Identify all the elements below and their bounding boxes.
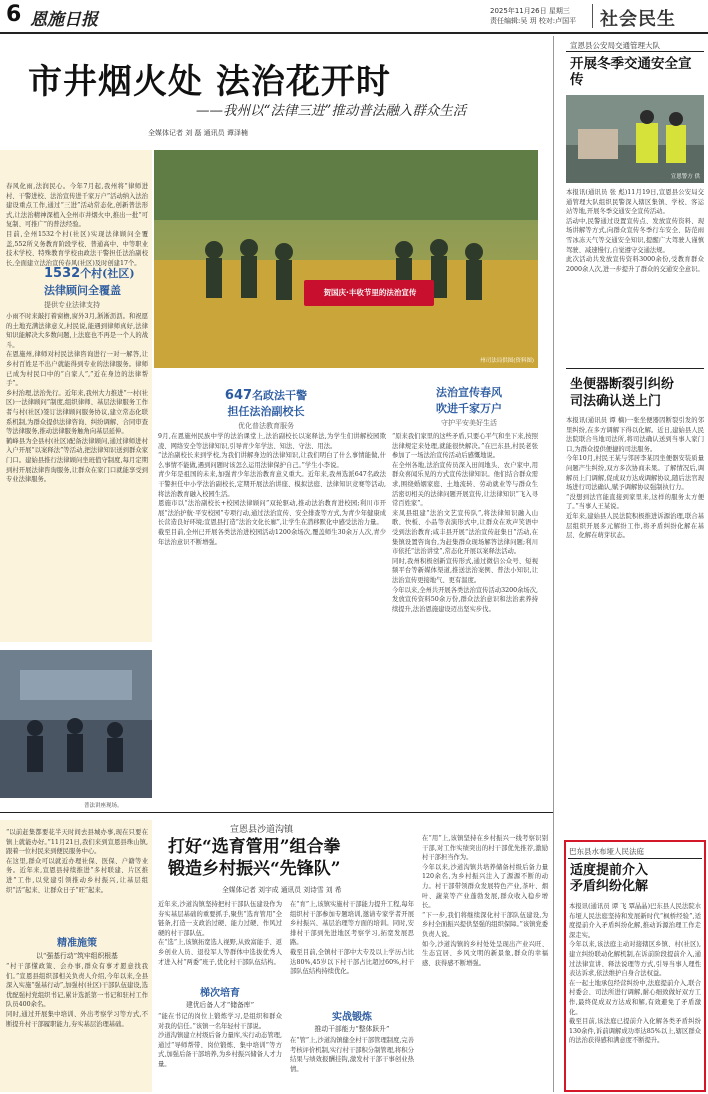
right-mid-body: 本报讯(通讯员 谭 楠)一张坐便器因断裂引发的邻里纠纷,在多方调解下得以化解。近日,建始县人民法院联合当地司法所,将司法确认送到当事人家门口,为群众提供便捷的司法服务。 今年10月,村民王某与邻居李某因坐便器安装质量问题产生纠纷,双方多次协商未果。了解情况后,调解员上门调解,促成双方达成调解协议,随后法官现场进行司法确认,赋予调解协议强制执行力。 “没想到法官能直接到家里来,这样的服务太方便了。”当事人王某说。 近年来,建始县人民法院积极推进诉源治理,联合基层组织开展多元解纷工作,将矛盾纠纷化解在基层、化解在萌芽状态。 — [566, 417, 704, 540]
section-name: 社会民生 — [600, 9, 676, 30]
col1-photo-caption: 普法讲座现场。 — [84, 803, 123, 809]
col2-heading-number: 647 — [224, 388, 253, 403]
bottom-col1-head-title: 梯次培育 — [200, 988, 240, 999]
traffic-police-photo — [566, 95, 704, 183]
column-separator — [553, 36, 554, 1092]
bottom-col1-head-sub: 建优后备人才“储备库” — [185, 1001, 255, 1009]
right-top-title: 开展冬季交通安全宣传 — [570, 56, 692, 88]
lead-intro: 春风化雨,法润民心。今年7月起,我州将“律师进村、干警进校、法治宣传进千家万户”活动纳入法治建设重点工作,通过“三进”活动常态化,创新普法形式,让法治精神深植入全州市井烟火中,推出一批“可复制、可推广”的普法经验。 目前,全州1532个村(社区)实现法律顾问全覆盖,552所义务教育阶段学校、普通高中、中等职业技术学校、特殊教育学校由政法干警担任法治副校长,全面建立法治宣传春风(社区)及时创建17个。 — [6, 183, 148, 267]
bottom-col1-head — [158, 984, 282, 1009]
col2-heading-line2: 担任法治副校长 — [227, 405, 305, 418]
lead-title: 市井烟火处 法治花开时 — [28, 62, 391, 102]
col1-heading-number: 1532 — [44, 266, 81, 281]
lead-photo — [154, 150, 538, 368]
col1-photo — [0, 650, 152, 798]
right-mid-rule — [566, 368, 704, 369]
page-number: 6 — [6, 2, 22, 27]
col2-heading-sub: 优化普法教育服务 — [238, 422, 294, 430]
bottom-left-body: “村干部懂政策、会办事,群众有事才愿意找我们。”宣恩县组织部相关负责人介绍,今年以来,全县深入实施“强基行动”,加强村(社区)干部队伍建设,选优配强村党组织书记,累计选派第一书记和驻村工作队员400余名。 同时,通过开展集中培训、外出考察学习等方式,不断提升村干部履职能力,夯实基层治理基础。 — [6, 963, 148, 1028]
box-rule — [568, 858, 702, 859]
right-top-body: 本报讯(通讯员 张 彪)11月19日,宣恩县公安局交通管理大队组织民警深入辖区集镇、学校、客运站等地,开展冬季交通安全宣传活动。 活动中,民警通过设置宣传点、发放宣传资料、现场讲解等方式,向群众宣传冬季行车安全、防范雨雪冰冻天气等交通安全知识,提醒广大驾驶人谨慎驾驶、减速慢行,自觉遵守交通法规。 此次活动共发放宣传资料3000余份,受教育群众2000余人次,进一步提升了群众的交通安全意识。 — [566, 189, 704, 273]
bottom-col3-body: 在“用”上,该镇坚持在乡村振兴一线考察识别干部,对工作实绩突出的村干部优先推荐,激励村干部担当作为。 今年以来,沙道沟镇共培养储备村级后备力量120余名,为乡村振兴注入了源源不断的动力。村干部带领群众发展特色产业,茶叶、烟叶、蔬菜等产业蓬勃发展,群众收入稳步增长。 “下一步,我们将继续深化村干部队伍建设,为乡村全面振兴提供坚强的组织保障。”该镇党委负责人说。 如今,沙道沟镇的乡村处处呈现出产业兴旺、生态宜居、乡风文明的新景象,群众的幸福感、获得感不断增强。 — [422, 835, 548, 967]
header-rule — [0, 32, 708, 34]
col1-heading-sub: 提供专业法律支持 — [44, 301, 100, 309]
col2-body: 9月,在恩施州民族中学的法治课堂上,法治副校长以案释法,为学生们讲解校园欺凌、网络安全等法律知识,引导青少年学法、知法、守法、用法。 “法治副校长来到学校,为我们讲解身边的法律知识,让我们明白了什么事情能做,什么事情不能做,遇到问题时该怎么运用法律保护自己。”学生小李说。 青少年是祖国的未来,加强青少年法治教育意义重大。近年来,我州选派647名政法干警担任中小学法治副校长,定期开展法治讲座、模拟法庭、法律知识竞赛等活动,将法治教育融入校园生活。 恩施市以“法治副校长+校园法律顾问”双轮驱动,推动法治教育进校园;利川市开展“法治护航·平安校园”专项行动,通过法治宣传、安全排查等方式,为青少年健康成长营造良好环境;宣恩县打造“法治文化长廊”,让学生在潜移默化中感受法治力量。 截至目前,全州已开展各类法治进校园活动1200余场次,覆盖师生30余万人次,青少年法治意识不断增强。 — [158, 433, 386, 546]
right-top-rule — [566, 51, 704, 52]
lead-subtitle: ——我州以“法律三进”推动普法融入群众生活 — [196, 103, 467, 119]
paper-name: 恩施日报 — [30, 10, 98, 30]
header-divider — [592, 4, 593, 28]
date-line: 2025年11月26日 星期三 — [490, 7, 570, 15]
col2-heading-rest: 名政法干警 — [252, 389, 308, 402]
editor-line: 责任编辑:吴 玥 校对:卢国平 — [490, 17, 577, 25]
bottom-left-head — [6, 934, 148, 960]
col3-heading-line2: 吹进千家万户 — [436, 402, 502, 415]
lecture-photo — [0, 650, 152, 798]
col1-heading-rest: 个村(社区) — [80, 267, 135, 280]
bottom-left-head-title: 精准施策 — [57, 938, 97, 949]
bottom-band-rule — [0, 812, 553, 813]
bottom-col1-body2: “能在书记的岗位上锻炼学习,是组织和群众对我的信任。”该镇一名年轻村干部说。 沙道沟镇建立村级后备力量库,实行动态管理,通过“导师帮带、岗位锻炼、集中培训”等方式,加强后备干部培养,为乡村振兴储备人才力量。 — [158, 1013, 282, 1068]
col1-heading — [44, 262, 154, 310]
right-top-photo — [566, 95, 704, 183]
col3-heading-line1: 法治宣传春风 — [436, 386, 502, 399]
bottom-story-title: 打好“选育管用”组合拳 锻造乡村振兴“先锋队” — [168, 837, 341, 879]
bottom-left-head-sub: 以“强基行动”筑牢组织根基 — [36, 952, 118, 960]
col1-heading-line2: 法律顾问全覆盖 — [44, 284, 121, 297]
right-top-label: 宣恩县公安局交通管理大队 — [570, 41, 660, 50]
page-header — [0, 0, 708, 34]
box-title: 适度提前介入 矛盾纠纷化解 — [570, 863, 649, 894]
col3-heading-sub: 守护平安美好生活 — [441, 419, 497, 427]
lead-byline: 全媒体记者 刘 磊 通讯员 谭泽楠 — [148, 129, 248, 137]
bottom-col2-head-title: 实战锻炼 — [332, 1012, 372, 1023]
harvest-field-photo — [154, 150, 538, 368]
col2-heading — [196, 384, 336, 431]
bottom-col2-head-sub: 推动干部能力“整体跃升” — [314, 1025, 390, 1033]
right-mid-title: 坐便器断裂引纠纷 司法确认送上门 — [570, 377, 675, 409]
bottom-col2-body2: 在“管”上,沙道沟镇健全村干部管理制度,完善考核评价机制,实行村干部积分制管理,将积分结果与绩效报酬挂钩,激发村干部干事创业热情。 — [290, 1037, 414, 1073]
col3-heading — [400, 384, 538, 428]
lead-photo-banner: 贺国庆·丰收节里的法治宣传 — [323, 288, 417, 297]
col1-body: 小雨不时来敲打着窗檐,窗外3月,淅淅沥沥。和祝愿的土地充满法律意义,村民说,能遇到律师真好,法律知识能解决大多数问题,上法庭也不再是一个人的战斗。 在恩施州,律师对村民法律咨询进行一对一解答,让乡村百姓足不出户就能得到专业的法律服务。律师已成为村民口中的“自家人”,“近在身边的法律帮手”。 乡村治理,法治先行。近年来,我州大力推进“一村(社区)一法律顾问”制度,组织律师、基层法律服务工作者与村(社区)签订法律顾问服务协议,建立常态化联系机制,为群众提供法律咨询、纠纷调解、合同审查等法律服务,推动法律服务触角向基层延伸。 鹤峰县为全县村(社区)配备法律顾问,通过律师进村入户开展“以案释法”等活动,把法律知识送到群众家门口。建始县推行法律顾问坐班值守制度,每月定期到村开展法律咨询服务,让群众在家门口就能享受到专业法律服务。 — [6, 313, 148, 484]
box-body: 本报讯(通讯员 谭 飞 覃晶晶)巴东县人民法院水布垭人民法庭坚持和发展新时代“枫桥经验”,适度提前介入矛盾纠纷化解,推动诉源治理工作走深走实。 今年以来,该法庭主动对接辖区乡镇、村(社区),建立纠纷联动化解机制,在诉前阶段提前介入,通过法律宣讲、释法说理等方式,引导当事人理性表达诉求,依法维护自身合法权益。 在一起土地承包经营纠纷中,法庭提前介入,联合村委会、司法所进行调解,耐心细致做好双方工作,最终促成双方达成和解,有效避免了矛盾激化。 截至目前,该法庭已提前介入化解各类矛盾纠纷130余件,诉前调解成功率达85%以上,辖区群众的法治获得感和满意度不断提升。 — [569, 903, 701, 1045]
box-label: 巴东县水布垭人民法庭 — [569, 847, 644, 856]
lead-photo-caption: 州司法局供图(资料图) — [480, 358, 534, 364]
bottom-col2-body: 在“育”上,该镇实施村干部能力提升工程,每年组织村干部参加专题培训,邀请专家学者开展乡村振兴、基层治理等方面的培训。同时,安排村干部到先进地区考察学习,拓宽发展思路。 截至目前,全镇村干部中大专及以上学历占比达80%,45岁以下村干部占比超过60%,村干部队伍结构持续优化。 — [290, 901, 414, 976]
col3-body: “原来我们家里的这些矛盾,只要心平气和坐下来,按照法律规定来处理,就能很快解决。”在巴东县,村民老张参加了一场法治宣传活动后感慨地说。 在全州各地,法治宣传员深入田间地头、农户家中,用群众喜闻乐见的方式宣传法律知识。他们结合群众需求,围绕婚姻家庭、土地流转、劳动就业等与群众生活密切相关的法律问题开展宣传,让法律知识“飞入寻常百姓家”。 来凤县组建“法治文艺宣传队”,将法律知识融入山歌、快板、小品等表演形式中,让群众在欢声笑语中受到法治教育;咸丰县开展“法治宣传赶集日”活动,在集镇设置咨询台,为赶集群众现场解答法律问题;利川市依托“法治讲堂”,常态化开展以案释法活动。 同时,我州积极创新宣传形式,通过微信公众号、短视频平台等新媒体渠道,推送法治案例、普法小知识,让法治宣传更接地气、更有温度。 今年以来,全州共开展各类法治宣传活动3200余场次,发放宣传资料50余万份,群众法治意识和法治素养持续提升,法治恩施建设迈出坚实步伐。 — [392, 433, 538, 613]
bottom-story-label: 宣恩县沙道沟镇 — [230, 825, 294, 835]
bottom-story-byline: 全媒体记者 刘宇成 通讯员 刘诗雪 刘 希 — [222, 886, 342, 894]
bottom-col1-body: 近年来,沙道沟镇坚持把村干部队伍建设作为夯实基层基础的重要抓手,聚焦“选育管用”全链条,打造一支政治过硬、能力过硬、作风过硬的村干部队伍。 在“选”上,该镇拓宽选人视野,从致富能手、返乡创业人员、退役军人等群体中选拔优秀人才进入村“两委”班子,优化村干部队伍结构。 — [158, 901, 282, 966]
bottom-left-intro: “以前赶集都要花半天时间去县城办事,现在只要在镇上就能办好。”11月21日,我们来到宣恩县珠山镇,跟着一位村民来到便民服务中心。 在这里,群众可以就近办理社保、医保、户籍等业务。近年来,宣恩县持续推进“多村联建、片区推进”工作,以党建引领推动乡村振兴,让基层组织“活”起来、让群众日子“旺”起来。 — [6, 829, 148, 894]
bottom-col2-head — [290, 1008, 414, 1033]
right-top-photo-caption: 宣恩警方 供 — [670, 174, 700, 180]
